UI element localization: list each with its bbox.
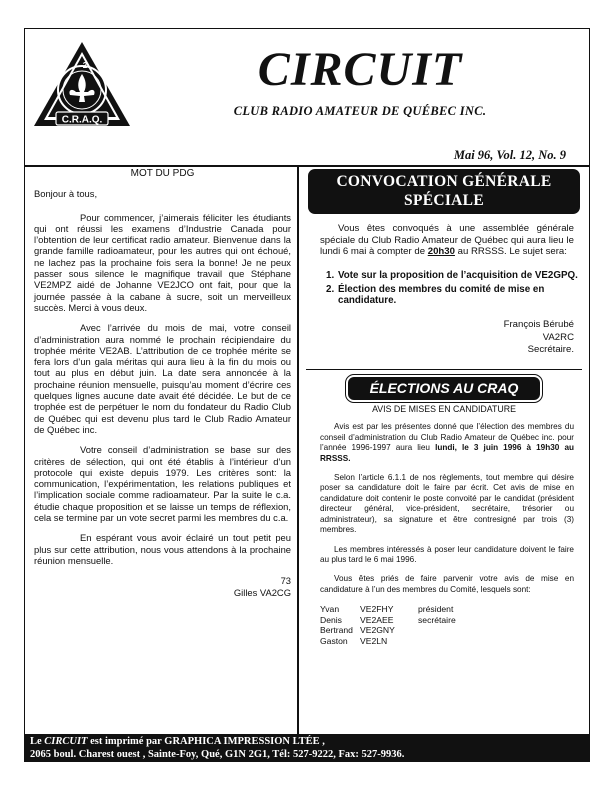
column-divider [297,166,299,734]
signature: Gilles VA2CG [233,586,291,598]
member-name: Yvan [320,604,340,615]
logo-text: C.R.A.Q. [61,114,103,126]
newsletter-title: CIRCUIT [257,43,463,96]
issue-info: Mai 96, Vol. 12, No. 9 [453,148,566,162]
member-role: président [418,604,454,615]
item-text: Élection des membres du comité de mise en candidature. [338,283,545,307]
convocation-title-line1: CONVOCATION GÉNÉRALE [336,173,552,190]
signer-name: François Bérubé [503,319,574,331]
craq-logo [30,38,134,134]
footer-prefix: Le [30,736,45,747]
paragraph: Pour commencer, j’aimerais féliciter les étudiants qui ont réussi les examens d’Industrie Canada pour l’obtention de leur certificat radio amateur. Bienvenue dans la grande famille radioamateur, pour les autres qui ont échoué, ne lachez pas la prochaine fois sera la bonne! Je ne peux passer sous silence le magnifique travail que Stéphane VE2MPZ aidé de Johanne VE2JCO ont fait, pour que la journée passée à la cabane à sucre, soit un merveilleux succès. Merci à vous deux. [34,211,291,313]
closing: 73 [280,575,291,587]
item-number: 1. [326,269,335,281]
item-text: Vote sur la proposition de l’acquisition de VE2GPQ. [338,269,578,281]
member-call: VE2LN [360,635,388,646]
footer-printer: est imprimé par GRAPHICA IMPRESSION LTÉE , [87,736,325,747]
list-item [326,270,578,282]
paragraph: Les membres intéressés à poser leur candidature doivent le faire au plus tard le 6 mai 1996. [320,544,574,564]
elections-banner: ÉLECTIONS AU CRAQ [346,375,542,402]
committee-members [320,604,582,646]
convocation-text-start: Vous êtes convoqués à une assemblée générale spéciale du Club Radio Amateur de Québec qui aura lieu le lundi 6 mai à compter de [320,223,574,258]
footer-line2: 2065 boul. Charest ouest , Sainte-Foy, Qué, G1N 2G1, Tél: 527-9222, Fax: 527-9936. [30,749,405,760]
member-call: VE2FHY [360,604,394,615]
pdg-heading: MOT DU PDG [130,168,195,179]
meeting-time: 20h30 [427,246,455,258]
logo-number: 2 [82,61,88,70]
member-row [320,615,582,626]
convocation-title-line2: SPÉCIALE [404,192,484,209]
paragraph: Avec l’arrivée du mois de mai, votre conseil d’administration aura nommé le prochain récipiendaire du trophée mérite VE2AB. L’attribution de ce trophée mérite se fera lors d’un gala méritas qui aura lieu à la fin du mois ou tout au plus en début juin. La date sera annoncée à la prochaine réunion mensuelle, puisqu’au moment d’écrire ces quelques lignes aucune date avait été décidée. Le but de ce trophée est de perpétuer le nom du fondateur du Radio Club de Québec qui est devenu plus tard le Club Radio Amateur de Québec inc. [34,322,291,435]
paragraph: Selon l’article 6.1.1 de nos règlements, tout membre qui désire poser sa candidature doit le faire par écrit. Cet avis de mise en candidature doit contenir le poste convoité par le candidat (président directeur général, vice-président, secrétaire, trésorier ou administrateur), sa signature et être contresigné par trois (3) membres. [320,473,574,535]
masthead [160,44,560,119]
list-item [326,284,578,308]
election-date: lundi, le 3 juin 1996 à 19h30 au RRSSS. [320,443,574,463]
convocation-body [320,223,574,258]
item-number: 2. [326,283,335,295]
member-role: secrétaire [418,614,456,625]
paragraph: Votre conseil d’administration se base sur des critères de sélection, qui ont été établis à l’intérieur d’un protocole qui existe depuis 1979. Les critères sont: la communication, l’expérimentation, les relations publiques et l’implication sociale comme radioamateur. Par la suite le c.a. étudie chaque proposition et se laisse un temps de réflexion, cela se termine par un vote secret parmi les membres du c.a. [34,444,291,524]
member-call: VE2GNY [360,625,395,636]
paragraph: En espérant vous avoir éclairé un tout petit peu plus sur cette attribution, nous vous attendons à la prochaine réunion mensuelle. [34,532,291,566]
club-name: CLUB RADIO AMATEUR DE QUÉBEC INC. [233,104,487,118]
p1-text: Avis est par les présentes donné que l’élection des membres du conseil d’administration du Club Radio Amateur de Québec inc. pour l’année 1996-1997 aura lieu [320,422,574,453]
convocation-text-end: au RRSSS. Le sujet sera: [454,246,567,258]
member-name: Denis [320,614,342,625]
member-name: Gaston [320,635,348,646]
signer-call: VA2RC [542,331,574,343]
member-row [320,604,582,615]
elections-body [320,422,574,595]
agenda-list [326,270,578,307]
member-row [320,625,582,636]
member-row [320,636,582,647]
pdg-message [34,168,291,598]
convocation-signature [306,319,574,357]
elections-subtitle: AVIS DE MISES EN CANDIDATURE [372,404,516,415]
convocation-banner [308,169,580,214]
paragraph [320,422,574,464]
footer-newsletter-name: CIRCUIT [44,736,88,747]
paragraph: Vous êtes priés de faire parvenir votre avis de mise en candidature à l’un des membres du Comité, lesquels sont: [320,574,574,594]
signer-role: Secrétaire. [527,344,574,356]
footer-line1 [30,735,584,748]
right-column [306,166,582,647]
section-rule [306,369,582,371]
printer-footer [24,734,590,762]
convocation-text [320,223,574,258]
member-call: VE2AEE [360,614,394,625]
member-name: Bertrand [320,625,353,636]
greeting: Bonjour à tous, [34,188,98,200]
